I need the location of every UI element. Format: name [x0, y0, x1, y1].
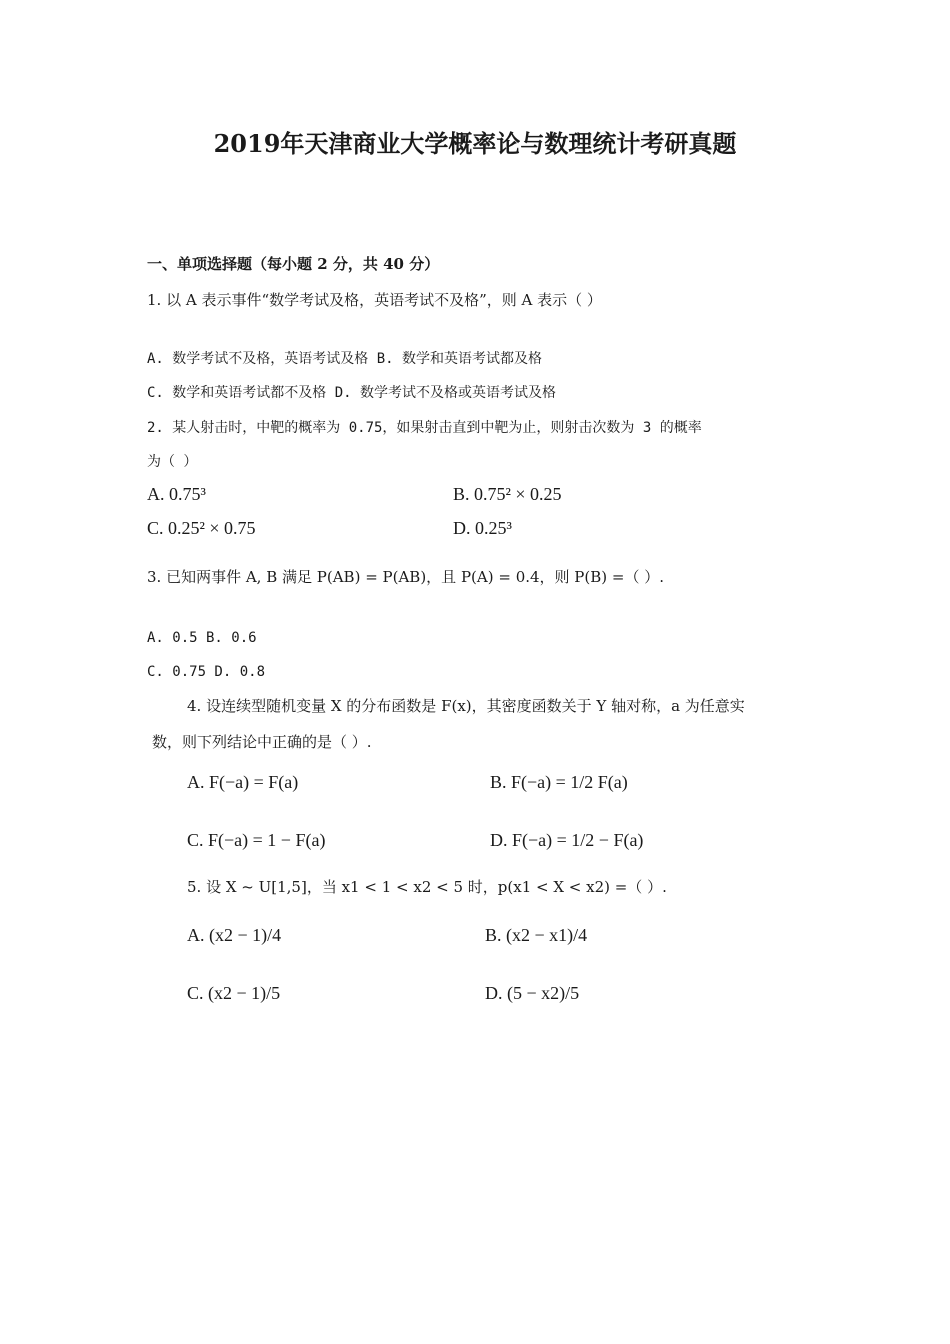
- q4-option-a: A. F(−a) = F(a): [187, 772, 299, 792]
- q4-stem-line2: 数，则下列结论中正确的是（ ）.: [152, 733, 372, 751]
- q2-option-c: C. 0.25² × 0.75: [147, 518, 256, 538]
- q5-option-d: D. (5 − x2)/5: [485, 983, 580, 1003]
- q3-options-ab: A. 0.5 B. 0.6: [147, 630, 257, 646]
- q5-option-b: B. (x2 − x1)/4: [485, 925, 588, 945]
- q1-options-cd: C. 数学和英语考试都不及格 D. 数学考试不及格或英语考试及格: [147, 385, 556, 401]
- q2-option-b: B. 0.75² × 0.25: [453, 484, 562, 504]
- q2-option-d: D. 0.25³: [453, 518, 512, 538]
- q2-stem-line1: 2. 某人射击时，中靶的概率为 0.75，如果射击直到中靶为止，则射击次数为 3 的概率: [147, 420, 702, 436]
- section-heading: 一、单项选择题（每小题 2 分，共 40 分）: [147, 255, 440, 273]
- q3-options-cd: C. 0.75 D. 0.8: [147, 664, 266, 680]
- q4-option-d: D. F(−a) = 1/2 − F(a): [490, 830, 644, 850]
- q2-option-a: A. 0.75³: [147, 484, 206, 504]
- q5-option-c: C. (x2 − 1)/5: [187, 983, 281, 1003]
- q5-option-a: A. (x2 − 1)/4: [187, 925, 282, 945]
- page-title: 2019年天津商业大学概率论与数理统计考研真题: [213, 129, 737, 158]
- q4-option-c: C. F(−a) = 1 − F(a): [187, 830, 326, 850]
- q3-stem: 3. 已知两事件 A, B 满足 P(AB) = P(AB)，且 P(A) = 0.4，则 P(B) =（ ）.: [147, 568, 665, 586]
- q4-option-b: B. F(−a) = 1/2 F(a): [490, 772, 628, 792]
- q1-stem: 1. 以 A 表示事件“数学考试及格，英语考试不及格”，则 A 表示（ ）: [147, 291, 602, 309]
- q2-stem-line2: 为（ ）: [147, 454, 198, 470]
- q1-options-ab: A. 数学考试不及格，英语考试及格 B. 数学和英语考试都及格: [147, 351, 542, 367]
- q4-stem-line1: 4. 设连续型随机变量 X 的分布函数是 F(x)，其密度函数关于 Y 轴对称，a 为任意实: [187, 697, 745, 715]
- q5-stem: 5. 设 X ~ U[1,5]，当 x1 < 1 < x2 < 5 时，p(x1 < X < x2) =（ ）.: [187, 878, 667, 896]
